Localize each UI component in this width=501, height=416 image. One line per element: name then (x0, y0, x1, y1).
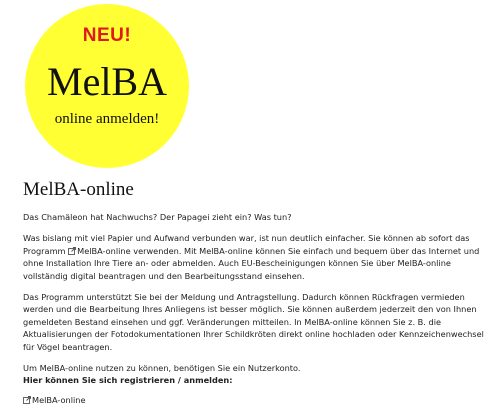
external-link-icon (68, 247, 76, 255)
description-text-before: Was bislang mit viel Papier und Aufwand verbunden war, ist nun deutlich einfacher. Sie können ab sofort das Programm (23, 233, 470, 256)
register-link-row (23, 394, 493, 406)
external-link-icon (23, 396, 31, 404)
page-title: MelBA-online (23, 179, 134, 200)
badge-new-label: NEU! (82, 25, 132, 46)
badge-subtitle: online anmelden! (54, 111, 160, 127)
melba-badge (25, 4, 189, 168)
melba-online-register-link-label: MelBA-online (32, 394, 86, 405)
description-text-after: verwenden. Mit MelBA-online können Sie einfach und bequem über das Internet und ohne Installation Ihre Tiere an- oder abmelden. Auch EU-Bescheinigungen können Sie über MelBA-online vollständig digital beantragen und den Bearbeitungsstand einsehen. (23, 245, 480, 281)
description-paragraph (23, 232, 493, 282)
register-prompt: Hier können Sie sich registrieren / anmelden: (23, 375, 233, 386)
melba-online-inline-link-label: MelBA-online (77, 245, 131, 256)
intro-paragraph: Das Chamäleon hat Nachwuchs? Der Papagei zieht ein? Was tun? (23, 212, 292, 222)
article-content (23, 178, 493, 406)
account-note: Um MelBA-online nutzen zu können, benötigen Sie ein Nutzerkonto. (23, 363, 301, 374)
account-paragraph (23, 362, 493, 387)
badge-brand-logo: MelBA (47, 59, 167, 104)
support-paragraph: Das Programm unterstützt Sie bei der Meldung und Antragstellung. Dadurch können Rückfragen vermieden werden und die Bearbeitung Ihres Anliegens ist besser möglich. Sie können außerdem jederzeit den von Ihnen gemeldeten Bestand einsehen und ggf. Veränderungen mitteilen. In MelBA-online können Sie z. B. die Aktualisierungen der Fotodokumentationen Ihrer Schildkröten direkt online hochladen oder Kennzeichenwechsel für Vögel beantragen. (23, 292, 484, 352)
melba-online-register-link[interactable] (23, 395, 86, 405)
melba-online-inline-link[interactable] (68, 246, 131, 256)
